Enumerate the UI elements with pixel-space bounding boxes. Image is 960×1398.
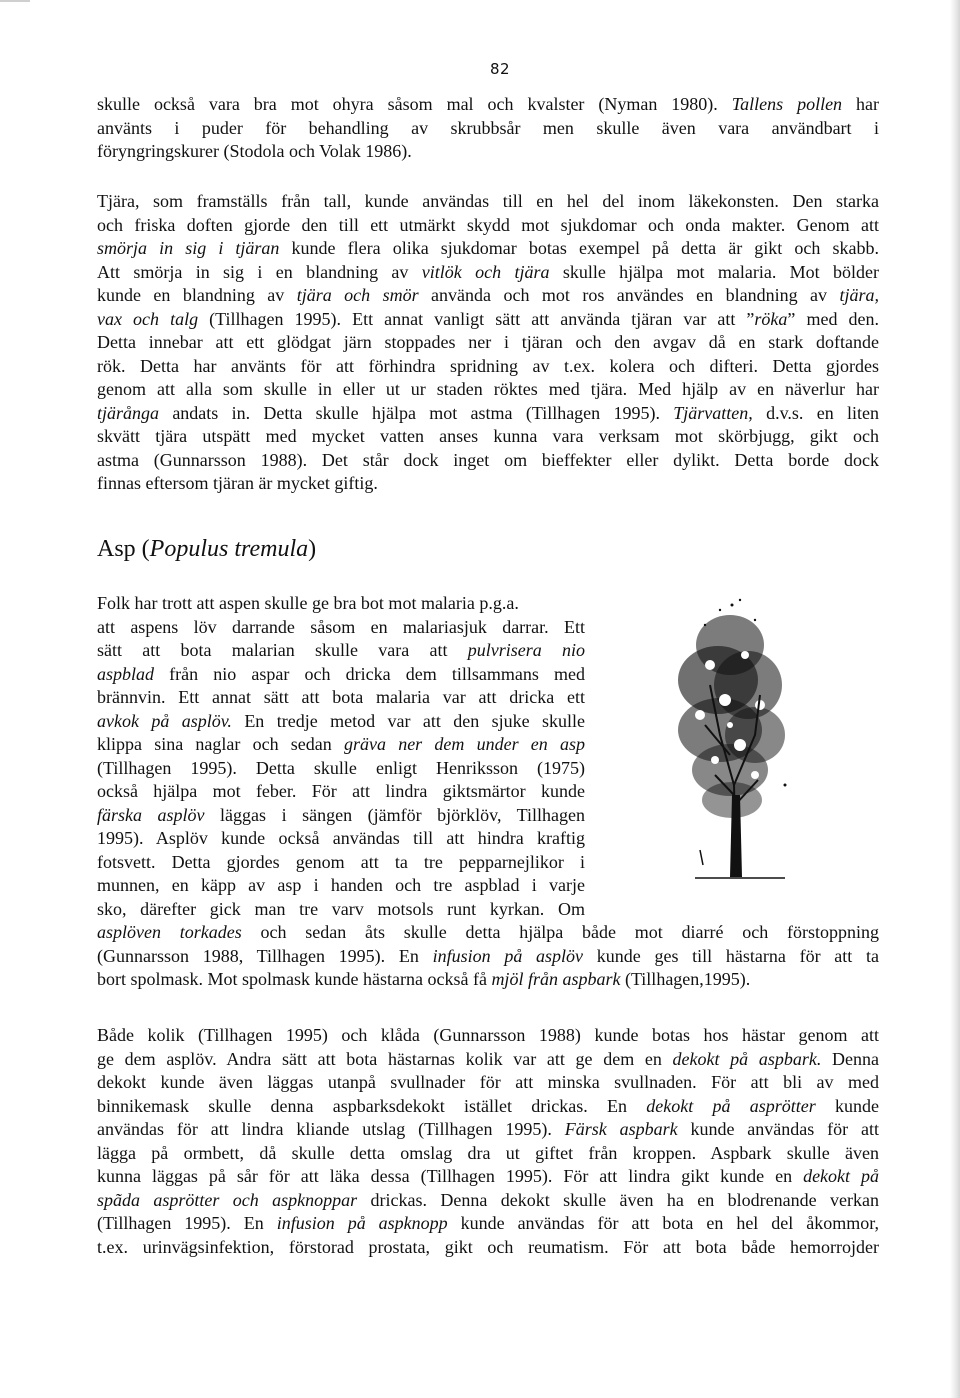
text-line: rök. Detta har använts för att förhindra spridning av t.ex. kolera och difteri. Detta gjordes <box>97 355 879 376</box>
text-line: skulle också vara bra mot ohyra såsom mal och kvalster (Nyman 1980). Tallens pollen har <box>97 94 879 114</box>
text-line: fotsvett. Detta gjordes genom att ta tre pepparnejlikor i <box>97 851 585 872</box>
text-line: asplöven torkades och sedan åts skulle detta hjälpa både mot diarré och förstoppning <box>97 922 880 942</box>
text-line: Detta innebar att ett glödgat järn stoppades ner i tjäran och den avgav då en stark doftande <box>97 332 879 352</box>
text-line: Tjära, som framställs från tall, kunde användas till en hel del inom läkekonsten. Den starka <box>97 191 879 211</box>
text-line: (Gunnarsson 1988, Tillhagen 1995). En infusion på asplöv kunde ges till hästarna för att ta <box>97 945 879 966</box>
text-line: 1995). Asplöv kunde också användas till att hindra kraftig <box>97 828 585 848</box>
section-heading-asp: Asp (Populus tremula) <box>97 536 317 562</box>
paragraph-tar <box>97 190 879 496</box>
text-line: skvätt tjära utspätt med mycket vatten anses kunna vara verksam mot skörbjugg, gikt och <box>97 426 879 446</box>
text-line: klippa sina naglar och sedan gräva ner dem under en asp <box>97 734 585 754</box>
text-line: användas för att lindra kliande utslag (Tillhagen 1995). Färsk aspbark kunde användas för att <box>97 1119 879 1139</box>
text-line: astma (Gunnarsson 1988). Det står dock inget om bieffekter eller dylikt. Detta borde dock <box>97 449 879 470</box>
text-line: bort spolmask. Mot spolmask kunde hästarna också få mjöl från aspbark (Tillhagen,1995). <box>97 969 751 989</box>
paragraph-asp-wide <box>97 921 879 992</box>
page-number: 82 <box>489 60 511 78</box>
scan-edge-mark <box>0 0 30 2</box>
text-line: också hjälpa mot feber. För att lindra giktsmärtor kunde <box>97 781 585 801</box>
text-line: Att smörja in sig i en blandning av vitlök och tjära skulle hjälpa mot malaria. Mot bölder <box>97 261 880 282</box>
text-line: att aspens löv darrande såsom en malariasjuk darrar. Ett <box>97 616 585 637</box>
text-line: brännvin. Ett annat sätt att bota malaria var att dricka ett <box>97 687 585 707</box>
text-line: Folk har trott att aspen skulle ge bra bot mot malaria p.g.a. <box>97 593 519 613</box>
text-line: sko, därefter gick man tre varv motsols runt kyrkan. Om <box>97 898 585 919</box>
text-line: föryngringskurer (Stodola och Volak 1986). <box>97 141 412 161</box>
text-line: avkok på asplöv. En tredje metod var att den sjuke skulle <box>97 710 585 731</box>
text-line: lägga på ormbett, då skulle detta omslag dra ut giftet från kroppen. Aspbark skulle även <box>97 1142 879 1163</box>
text-line: sätt att bota malarian skulle vara att pulvrisera nio <box>97 640 585 660</box>
text-line: kunde en blandning av tjära och smör använda och mot ros användes en blandning av tjära, <box>97 285 879 305</box>
text-line: tjärånga andats in. Detta skulle hjälpa mot astma (Tillhagen 1995). Tjärvatten, d.v.s. en liten <box>97 402 879 423</box>
text-line: binnikemask skulle denna aspbarksdekokt istället drickas. En dekokt på asprötter kunde <box>97 1095 879 1116</box>
text-line: kunna läggas på sår för att läka dessa (Tillhagen 1995). För att lindra gikt kunde en dekokt på <box>97 1166 879 1186</box>
text-line: Både kolik (Tillhagen 1995) och klåda (Gunnarsson 1988) kunde botas hos hästar genom att <box>97 1025 879 1045</box>
paragraph-asp-narrow <box>97 592 585 921</box>
text-line: dekokt kunde även läggas utanpå svullnader för att minska svullnaden. För att bli av med <box>97 1072 879 1092</box>
paragraph-horses <box>97 1024 879 1259</box>
text-line: (Tillhagen 1995). En infusion på aspknopp kunde användas för att bota en hel del åkommor, <box>97 1213 879 1233</box>
text-line: ge dem asplöv. Andra sätt att bota hästarnas kolik var att ge dem en dekokt på aspbark. Denna <box>97 1048 880 1069</box>
text-line: aspblad från nio aspar och dricka dem tillsammans med <box>97 663 585 684</box>
text-line: färska asplöv läggas i sängen (jämför björklöv, Tillhagen <box>97 804 585 825</box>
text-line: munnen, en käpp av asp i handen och tre aspblad i varje <box>97 875 585 895</box>
text-line: använts i puder för behandling av skrubbsår men skulle även vara användbart i <box>97 117 879 138</box>
paragraph-pollen <box>97 93 879 164</box>
scan-shadow-edge <box>950 0 960 1398</box>
text-line: smörja in sig i tjäran kunde flera olika sjukdomar botas exempel på detta är gikt och skabb. <box>97 238 879 258</box>
text-line: t.ex. urinvägsinfektion, förstorad prostata, gikt och reumatism. För att bota både hemorrojder <box>97 1236 879 1257</box>
text-line: genom att alla som skulle in eller ut ur staden röktes med tjära. Med hjälp av en näverlur har <box>97 379 879 399</box>
text-line: (Tillhagen 1995). Detta skulle enligt Henriksson (1975) <box>97 757 585 778</box>
text-line: spãda asprötter och aspknoppar drickas. Denna dekokt skulle även ha en blodrenande verkan <box>97 1189 879 1210</box>
text-line: vax och talg (Tillhagen 1995). Ett annat vanligt sätt att använda tjäran var att ”röka” med den. <box>97 308 879 329</box>
text-line: finnas eftersom tjäran är mycket giftig. <box>97 473 378 493</box>
text-line: och friska doften gjorde den till ett utmärkt skydd mot sjukdomar och onda makter. Genom att <box>97 214 879 235</box>
aspen-tree-illustration <box>660 585 800 890</box>
